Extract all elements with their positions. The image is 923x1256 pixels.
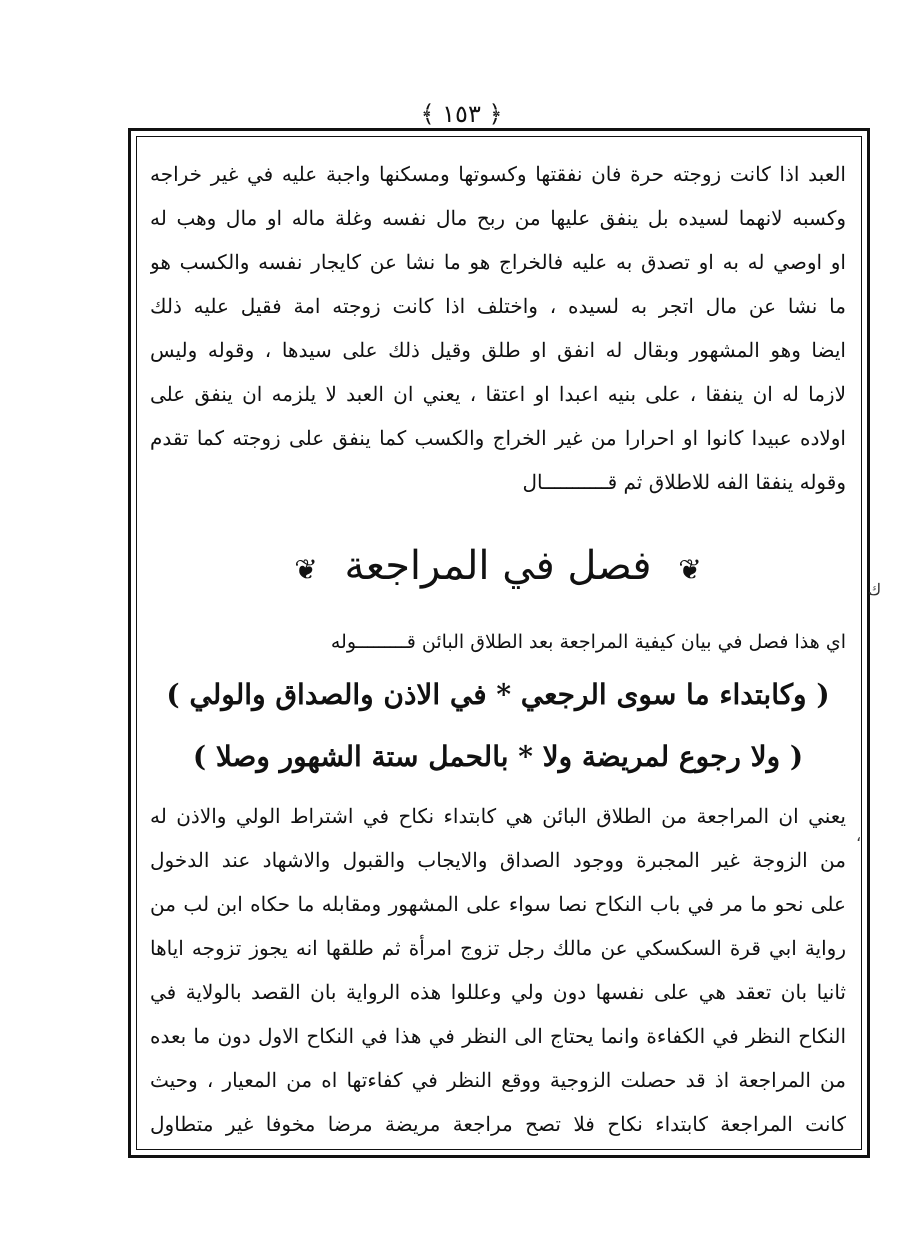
text-line: من المراجعة اذ قد حصلت الزوجية ووقع النظر في كفاءتها اه من المعيار ، وحيث <box>150 1068 846 1092</box>
text-line: وكسبه لانهما لسيده بل ينفق عليها من ربح مال نفسه وغلة ماله او مال وهب له <box>150 206 846 230</box>
text-line: اولاده عبيدا كانوا او احرارا من غير الخراج والكسب كما ينفق على زوجته كما تقدم <box>150 426 846 450</box>
text-body <box>150 152 846 1146</box>
margin-mark: ، <box>856 826 862 845</box>
verse-line: ( ولا رجوع لمريضة ولا * بالحمل ستة الشهور وصلا ) <box>192 740 804 773</box>
text-line: من الزوجة غير المجبرة ووجود الصداق والايجاب والقبول والاشهاد عند الدخول <box>150 848 846 872</box>
section-heading-text: فصل في المراجعة <box>344 543 652 589</box>
text-line: ما نشا عن مال اتجر به لسيده ، واختلف اذا كانت زوجته امة فقيل عليه ذلك <box>150 294 846 318</box>
text-line: رواية ابي قرة السكسكي عن مالك رجل تزوج امرأة ثم طلقها انه يجوز تزوجه اياها <box>150 936 846 960</box>
text-line: على نحو ما مر في باب النكاح نصا سواء على المشهور ومقابله ما حكاه ابن لب من <box>150 892 846 916</box>
section-heading <box>150 518 846 614</box>
text-line: او اوصي له به او تصدق به عليه فالخراج هو ما نشا عن كايجار نفسه والكسب هو <box>150 250 846 274</box>
text-line: ايضا وهو المشهور وبقال له انفق او طلق وقيل ذلك على سيدها ، وقوله وليس <box>150 338 846 362</box>
text-line: النكاح النظر في الكفاءة وانما يحتاج الى النظر في هذا في النكاح الاول دون ما بعده <box>150 1024 846 1048</box>
verse-line: ( وكابتداء ما سوى الرجعي * في الاذن والصداق والولي ) <box>166 678 830 711</box>
ornament-icon: ❦ <box>678 553 702 586</box>
text-line: ثانيا بان تعقد هي على نفسها دون ولي وعللوا هذه الرواية بان القصد بالولاية في <box>150 980 846 1004</box>
text-line: لازما له ان ينفقا ، على بنيه اعبدا او اعتقا ، يعني ان العبد لا يلزمه ان ينفق على <box>150 382 846 406</box>
intro-line: اي هذا فصل في بيان كيفية المراجعة بعد الطلاق البائن قـــــــــوله <box>330 631 846 653</box>
text-line: كانت المراجعة كابتداء نكاح فلا تصح مراجعة مريضة مرضا مخوفا غير متطاول <box>150 1112 846 1136</box>
margin-mark: ﻙ <box>868 580 882 599</box>
text-line: وقوله ينفقا الفه للاطلاق ثم قـــــــــــال <box>522 470 846 494</box>
text-line: العبد اذا كانت زوجته حرة فان نفقتها وكسوتها ومسكنها واجبة عليه في غير خراجه <box>150 162 846 186</box>
page-number: ﴿ ١٥٣ ﴾ <box>420 100 503 128</box>
ornament-icon: ❦ <box>294 553 318 586</box>
text-line: يعني ان المراجعة من الطلاق البائن هي كابتداء نكاح في اشتراط الولي والاذن له <box>150 804 846 828</box>
